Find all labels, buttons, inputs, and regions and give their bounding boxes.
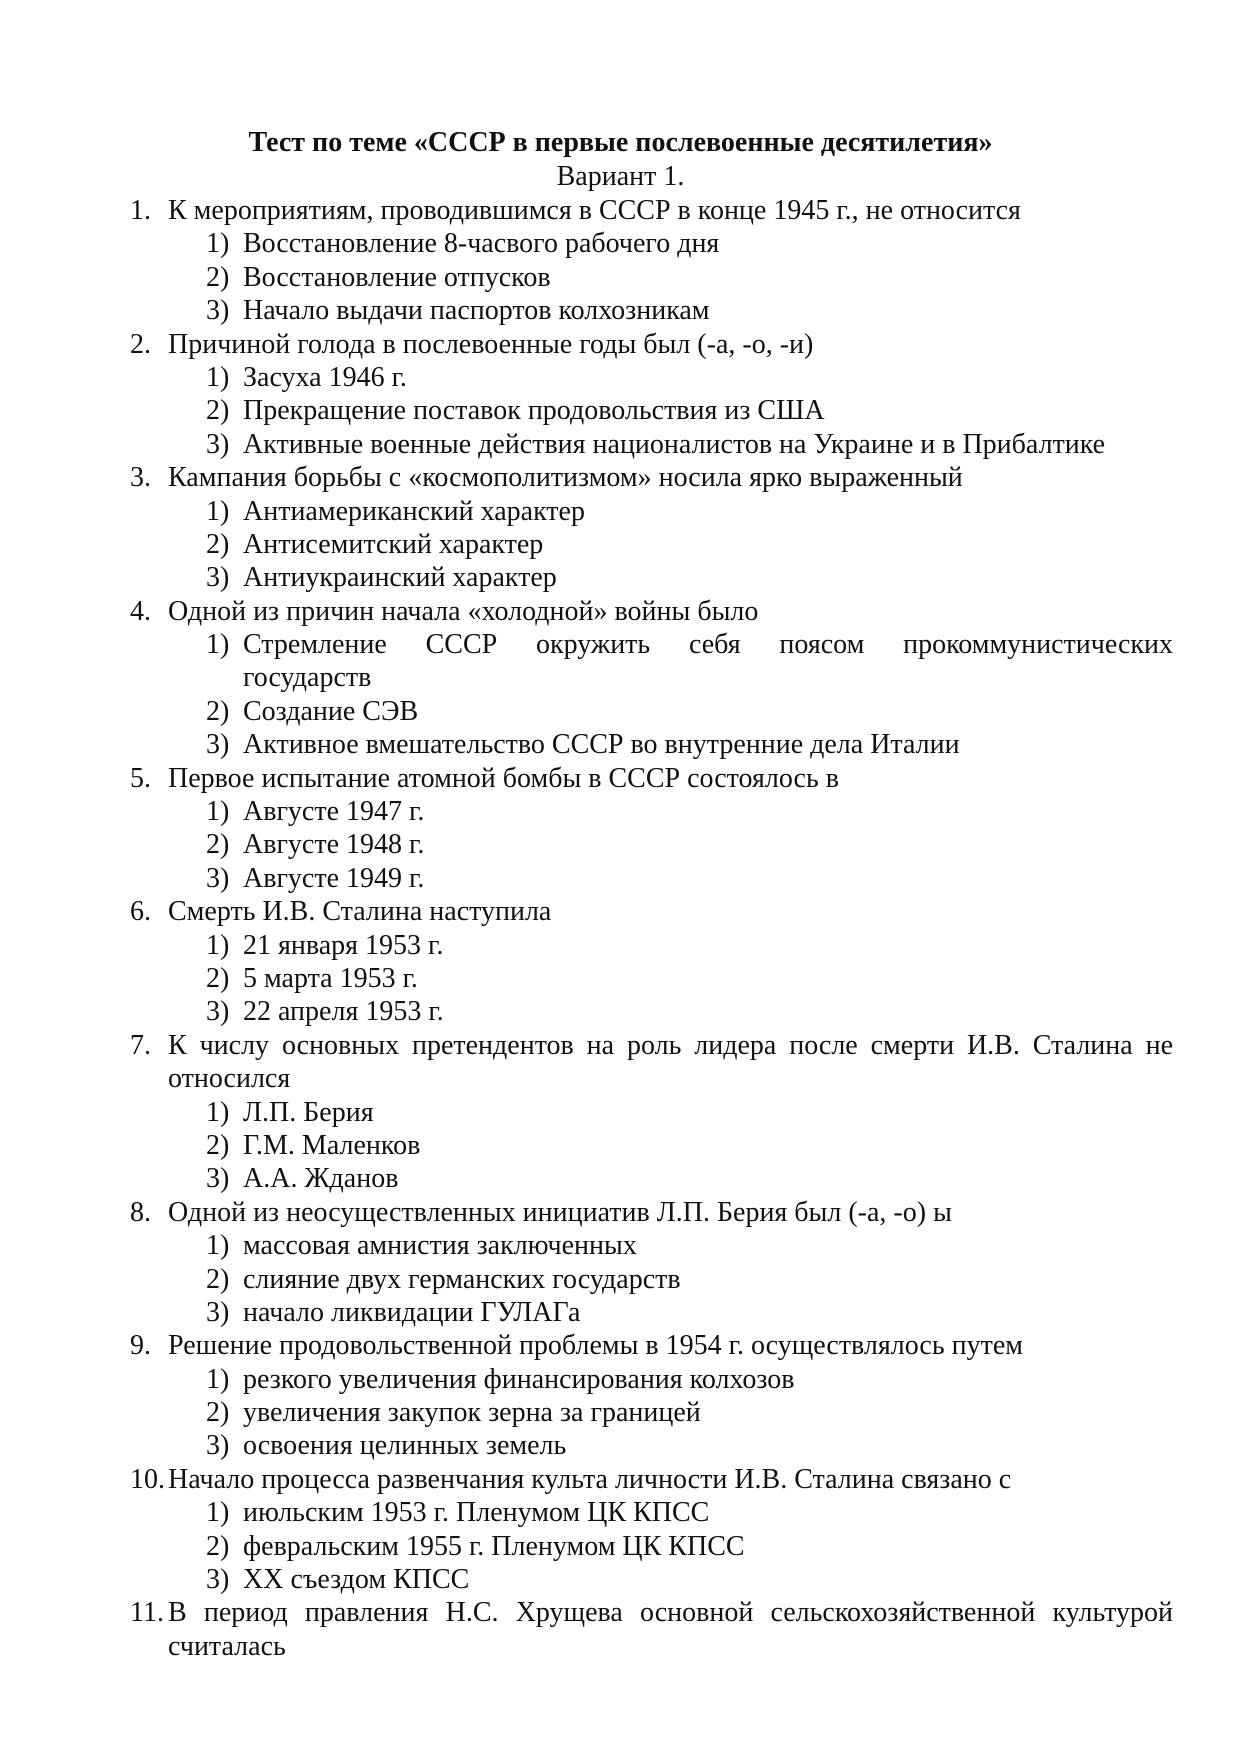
question-number: 4. <box>130 595 151 627</box>
question-item <box>0 895 1241 1029</box>
question-number: 3. <box>130 462 151 494</box>
question-line <box>0 1463 1241 1496</box>
option-number: 1) <box>206 929 230 961</box>
option-number: 3) <box>206 996 230 1028</box>
answer-option <box>0 795 1241 828</box>
question-item <box>0 1029 1241 1196</box>
question-text: Причиной голода в послевоенные годы был (-а, -о, -и) <box>168 328 814 360</box>
answer-option <box>0 394 1241 427</box>
answer-option <box>0 227 1241 260</box>
answer-option <box>0 1129 1241 1162</box>
question-line <box>0 194 1241 227</box>
option-number: 2) <box>206 1263 230 1295</box>
option-number: 2) <box>206 395 230 427</box>
question-text: Кампания борьбы с «космополитизмом» носила ярко выраженный <box>168 462 963 494</box>
option-text: Восстановление отпусков <box>243 261 551 293</box>
option-number: 3) <box>206 1163 230 1195</box>
question-list <box>0 194 1241 1663</box>
answer-option <box>0 428 1241 461</box>
option-number: 1) <box>206 361 230 393</box>
option-number: 3) <box>206 295 230 327</box>
question-text: считалась <box>168 1630 286 1662</box>
answer-option <box>0 929 1241 962</box>
answer-option <box>0 1429 1241 1462</box>
question-item <box>0 762 1241 896</box>
variant-label: Вариант 1. <box>556 161 685 192</box>
question-text: относился <box>168 1063 291 1095</box>
question-item <box>0 595 1241 762</box>
question-line <box>0 1596 1241 1629</box>
answer-option <box>0 962 1241 995</box>
answer-option <box>0 1563 1241 1596</box>
option-text: Начало выдачи паспортов колхозникам <box>243 295 710 327</box>
answer-option <box>0 294 1241 327</box>
answer-option <box>0 1530 1241 1563</box>
option-text: 5 марта 1953 г. <box>243 962 418 994</box>
option-number: 2) <box>206 962 230 994</box>
option-number: 2) <box>206 528 230 560</box>
answer-option <box>0 728 1241 761</box>
answer-option <box>0 1162 1241 1195</box>
option-text: Антиукраинский характер <box>243 562 557 594</box>
option-text: Восстановление 8-часвого рабочего дня <box>243 228 720 260</box>
question-item <box>0 194 1241 328</box>
option-number: 2) <box>206 1397 230 1429</box>
answer-option <box>0 661 1241 694</box>
question-item <box>0 461 1241 595</box>
answer-option <box>0 1396 1241 1429</box>
option-number: 1) <box>206 629 230 661</box>
option-number: 2) <box>206 829 230 861</box>
option-number: 3) <box>206 562 230 594</box>
option-number: 3) <box>206 428 230 460</box>
question-line <box>0 762 1241 795</box>
question-number: 9. <box>130 1330 151 1362</box>
question-number: 10. <box>130 1463 165 1495</box>
question-number: 5. <box>130 762 151 794</box>
question-item <box>0 1596 1241 1663</box>
option-text: Антисемитский характер <box>243 528 544 560</box>
option-number: 2) <box>206 261 230 293</box>
option-text: начало ликвидации ГУЛАГа <box>243 1296 581 1328</box>
option-text: резкого увеличения финансирования колхозов <box>243 1363 795 1395</box>
option-text: А.А. Жданов <box>243 1163 399 1195</box>
question-text: Одной из неосуществленных инициатив Л.П. Берия был (-а, -о) ы <box>168 1196 952 1228</box>
option-text: 22 апреля 1953 г. <box>243 996 444 1028</box>
option-text: освоения целинных земель <box>243 1430 567 1462</box>
option-number: 1) <box>206 1096 230 1128</box>
option-number: 3) <box>206 1564 230 1596</box>
answer-option <box>0 528 1241 561</box>
answer-option <box>0 995 1241 1028</box>
option-text: Л.П. Берия <box>243 1096 374 1128</box>
option-text: Августе 1949 г. <box>243 862 425 894</box>
option-number: 1) <box>206 1497 230 1529</box>
question-number: 8. <box>130 1196 151 1228</box>
option-text: Г.М. Маленков <box>243 1129 421 1161</box>
question-text: Смерть И.В. Сталина наступила <box>168 896 552 928</box>
question-number: 7. <box>130 1029 151 1061</box>
question-text: В период правления Н.С. Хрущева основной сельскохозяйственной культурой <box>168 1597 1173 1629</box>
option-text: 21 января 1953 г. <box>243 929 444 961</box>
option-text: увеличения закупок зерна за границей <box>243 1397 701 1429</box>
answer-option <box>0 1229 1241 1262</box>
question-line <box>0 1062 1241 1095</box>
option-text: февральским 1955 г. Пленумом ЦК КПСС <box>243 1530 745 1562</box>
answer-option <box>0 1263 1241 1296</box>
option-number: 1) <box>206 1230 230 1262</box>
option-number: 3) <box>206 862 230 894</box>
option-text: Создание СЭВ <box>243 695 419 727</box>
option-text: Стремление СССР окружить себя поясом прокоммунистических <box>243 629 1173 661</box>
answer-option <box>0 261 1241 294</box>
answer-option <box>0 695 1241 728</box>
option-number: 2) <box>206 695 230 727</box>
answer-option <box>0 1296 1241 1329</box>
question-line <box>0 1630 1241 1663</box>
answer-option <box>0 1496 1241 1529</box>
question-item <box>0 1329 1241 1463</box>
option-text: государств <box>243 662 372 694</box>
option-text: июльским 1953 г. Пленумом ЦК КПСС <box>243 1497 710 1529</box>
question-line <box>0 1029 1241 1062</box>
question-text: Первое испытание атомной бомбы в СССР состоялось в <box>168 762 839 794</box>
question-line <box>0 895 1241 928</box>
option-number: 3) <box>206 1296 230 1328</box>
option-number: 1) <box>206 796 230 828</box>
option-number: 3) <box>206 729 230 761</box>
question-text: Решение продовольственной проблемы в 1954 г. осуществлялось путем <box>168 1330 1023 1362</box>
question-text: Одной из причин начала «холодной» войны было <box>168 595 759 627</box>
question-text: К числу основных претендентов на роль лидера после смерти И.В. Сталина не <box>168 1029 1173 1061</box>
option-text: Активные военные действия националистов на Украине и в Прибалтике <box>243 428 1106 460</box>
answer-option <box>0 361 1241 394</box>
question-item <box>0 328 1241 462</box>
question-text: К мероприятиям, проводившимся в СССР в конце 1945 г., не относится <box>168 195 1021 226</box>
option-number: 1) <box>206 228 230 260</box>
option-text: Засуха 1946 г. <box>243 361 407 393</box>
question-line <box>0 461 1241 494</box>
option-number: 1) <box>206 495 230 527</box>
answer-option <box>0 1363 1241 1396</box>
answer-option <box>0 828 1241 861</box>
document-title: Тест по теме «СССР в первые послевоенные десятилетия» <box>248 127 993 158</box>
option-text: Активное вмешательство СССР во внутренние дела Италии <box>243 729 960 761</box>
answer-option <box>0 628 1241 661</box>
option-text: Августе 1948 г. <box>243 829 425 861</box>
answer-option <box>0 1096 1241 1129</box>
option-number: 3) <box>206 1430 230 1462</box>
question-text: Начало процесса развенчания культа личности И.В. Сталина связано с <box>168 1463 1012 1495</box>
option-text: Августе 1947 г. <box>243 796 425 828</box>
option-number: 2) <box>206 1129 230 1161</box>
question-line <box>0 595 1241 628</box>
answer-option <box>0 495 1241 528</box>
answer-option <box>0 862 1241 895</box>
option-text: XX съездом КПСС <box>243 1564 470 1596</box>
question-line <box>0 1196 1241 1229</box>
option-text: массовая амнистия заключенных <box>243 1230 637 1262</box>
question-number: 1. <box>130 195 151 226</box>
answer-option <box>0 561 1241 594</box>
option-text: слияние двух германских государств <box>243 1263 681 1295</box>
question-line <box>0 328 1241 361</box>
option-number: 1) <box>206 1363 230 1395</box>
question-item <box>0 1463 1241 1597</box>
option-text: Прекращение поставок продовольствия из США <box>243 395 825 427</box>
question-number: 2. <box>130 328 151 360</box>
question-item <box>0 1196 1241 1330</box>
question-line <box>0 1329 1241 1362</box>
question-number: 11. <box>130 1597 164 1629</box>
question-number: 6. <box>130 896 151 928</box>
option-text: Антиамериканский характер <box>243 495 585 527</box>
option-number: 2) <box>206 1530 230 1562</box>
